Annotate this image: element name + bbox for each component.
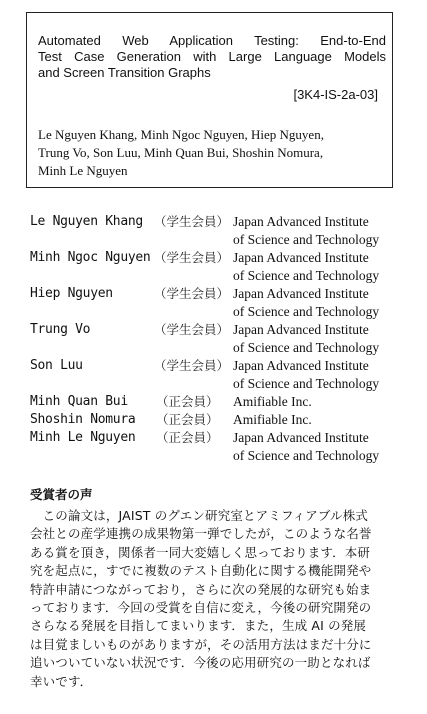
author-row (30, 447, 402, 465)
winner-comment-line: 幸いです． (30, 673, 93, 689)
winner-comment-line: ある賞を頂き，関係者一同大変嬉しく思っております．本研 (30, 544, 371, 560)
author-membership: （学生会員） (154, 214, 230, 229)
winner-comment-line: 追いついていない状況です．今後の応用研究の一助となれば (30, 655, 371, 671)
author-affiliation: Japan Advanced Institute (233, 286, 369, 301)
author-row (30, 267, 402, 285)
author-affiliation: of Science and Technology (233, 232, 380, 247)
paper-authors-line: Trung Vo, Son Luu, Minh Quan Bui, Shoshin Nomura, (38, 145, 324, 160)
author-affiliation: Japan Advanced Institute (233, 322, 369, 337)
paper-authors (38, 126, 388, 180)
winner-comment-line: 会社との産学連携の成果物第一弾でしたが，このような名誉 (30, 526, 372, 542)
author-affiliation: Japan Advanced Institute (233, 430, 369, 445)
paper-title-line: Automated Web Application Testing: End-to-End (38, 33, 386, 48)
author-row (30, 213, 402, 231)
author-row (30, 375, 402, 393)
author-name: Hiep Nguyen (30, 286, 113, 301)
paper-authors-line: Minh Le Nguyen (38, 163, 128, 178)
author-row (30, 429, 402, 447)
author-row (30, 249, 402, 267)
author-name: Minh Le Nguyen (30, 430, 136, 445)
paper-authors-line: Le Nguyen Khang, Minh Ngoc Nguyen, Hiep Nguyen, (38, 127, 324, 142)
paper-title-line: and Screen Transition Graphs (38, 65, 211, 80)
authors-table (30, 213, 402, 465)
author-affiliation: Japan Advanced Institute (233, 214, 369, 229)
author-name: Le Nguyen Khang (30, 214, 143, 229)
winner-comment-line: さらなる発展を目指してまいります．また，生成 AI の発展 (30, 618, 367, 634)
winner-comment-line: 特許申請につながっており，さらに次の発展的な研究も始ま (30, 581, 372, 597)
winner-comment-line: この論文は，JAIST のグエン研究室とアミフィアブル株式 (30, 508, 368, 523)
author-affiliation: of Science and Technology (233, 448, 380, 463)
author-row (30, 357, 402, 375)
author-row (30, 285, 402, 303)
author-affiliation: of Science and Technology (233, 376, 380, 391)
paper-title (38, 33, 386, 81)
author-row (30, 303, 402, 321)
winner-comment-line: 究を起点に，すでに複数のテスト自動化に関する機能開発や (30, 563, 372, 579)
author-affiliation: Amifiable Inc. (233, 412, 312, 427)
author-membership: （学生会員） (154, 286, 230, 301)
author-row (30, 393, 402, 411)
author-name: Trung Vo (30, 322, 91, 337)
author-name: Minh Quan Bui (30, 394, 128, 409)
author-affiliation: Japan Advanced Institute (233, 250, 369, 265)
author-name: Minh Ngoc Nguyen (30, 250, 151, 265)
author-affiliation: of Science and Technology (233, 304, 380, 319)
winner-comment-line: っております．今回の受賞を自信に変え，今後の研究開発の (30, 600, 372, 616)
author-affiliation: Japan Advanced Institute (233, 358, 369, 373)
winner-comment-heading: 受賞者の声 (30, 487, 93, 502)
author-membership: （正会員） (156, 394, 219, 409)
author-membership: （正会員） (156, 412, 219, 427)
author-membership: （正会員） (156, 430, 219, 445)
author-name: Shoshin Nomura (30, 412, 136, 427)
author-membership: （学生会員） (154, 322, 230, 337)
winner-comment (30, 486, 400, 691)
paper-title-line: Test Case Generation with Large Language Models (38, 49, 386, 64)
author-row (30, 411, 402, 429)
author-row (30, 339, 402, 357)
author-affiliation: of Science and Technology (233, 268, 380, 283)
author-name: Son Luu (30, 358, 83, 373)
paper-code: [3K4-IS-2a-03] (293, 87, 378, 102)
author-membership: （学生会員） (154, 358, 230, 373)
winner-comment-line: は目覚ましいものがありますが，その活用方法はまだ十分に (30, 636, 372, 652)
author-affiliation: of Science and Technology (233, 340, 380, 355)
author-row (30, 231, 402, 249)
author-affiliation: Amifiable Inc. (233, 394, 312, 409)
author-membership: （学生会員） (154, 250, 230, 265)
author-row (30, 321, 402, 339)
paper-title-box (26, 12, 393, 188)
